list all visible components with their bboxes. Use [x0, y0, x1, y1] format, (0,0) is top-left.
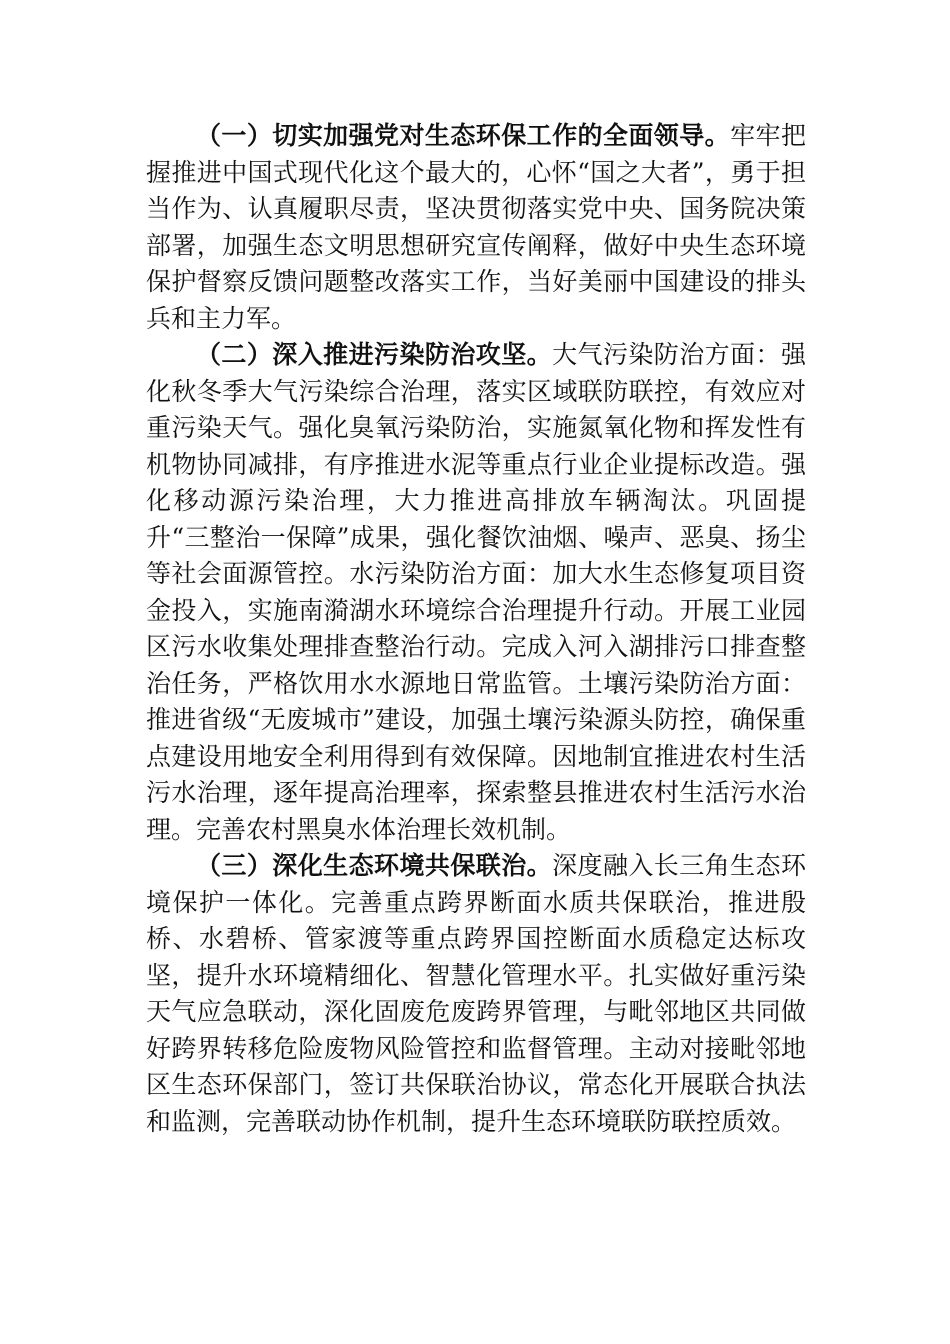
paragraph-heading: （三）深化生态环境共保联治。 [196, 851, 553, 880]
paragraph-pollution-control [146, 337, 806, 848]
document-page [146, 118, 806, 1140]
paragraph-body: 牢牢把握推进中国式现代化这个最大的，心怀“国之大者”，勇于担当作为、认真履职尽责，坚决贯彻落实党中央、国务院决策部署，加强生态文明思想研究宣传阐释，做好中央生态环境保护督察反馈问题整改落实工作，当好美丽中国建设的排头兵和主力军。 [146, 121, 806, 333]
paragraph-body: 深度融入长三角生态环境保护一体化。完善重点跨界断面水质共保联治，推进殷桥、水碧桥、管家渡等重点跨界国控断面水质稳定达标攻坚，提升水环境精细化、智慧化管理水平。扎实做好重污染天气应急联动，深化固废危废跨界管理，与毗邻地区共同做好跨界转移危险废物风险管控和监督管理。主动对接毗邻地区生态环保部门，签订共保联治协议，常态化开展联合执法和监测，完善联动协作机制，提升生态环境联防联控质效。 [146, 851, 806, 1136]
paragraph-heading: （二）深入推进污染防治攻坚。 [196, 340, 553, 369]
paragraph-body: 大气污染防治方面：强化秋冬季大气污染综合治理，落实区域联防联控，有效应对重污染天气。强化臭氧污染防治，实施氮氧化物和挥发性有机物协同减排，有序推进水泥等重点行业企业提标改造。强化移动源污染治理，大力推进高排放车辆淘汰。巩固提升“三整治一保障”成果，强化餐饮油烟、噪声、恶臭、扬尘等社会面源管控。水污染防治方面：加大水生态修复项目资金投入，实施南漪湖水环境综合治理提升行动。开展工业园区污水收集处理排查整治行动。完成入河入湖排污口排查整治任务，严格饮用水水源地日常监管。土壤污染防治方面：推进省级“无废城市”建设，加强土壤污染源头防控，确保重点建设用地安全利用得到有效保障。因地制宜推进农村生活污水治理，逐年提高治理率，探索整县推进农村生活污水治理。完善农村黑臭水体治理长效机制。 [146, 340, 806, 844]
paragraph-joint-governance [146, 848, 806, 1140]
paragraph-leadership [146, 118, 806, 337]
paragraph-heading: （一）切实加强党对生态环保工作的全面领导。 [196, 121, 731, 150]
